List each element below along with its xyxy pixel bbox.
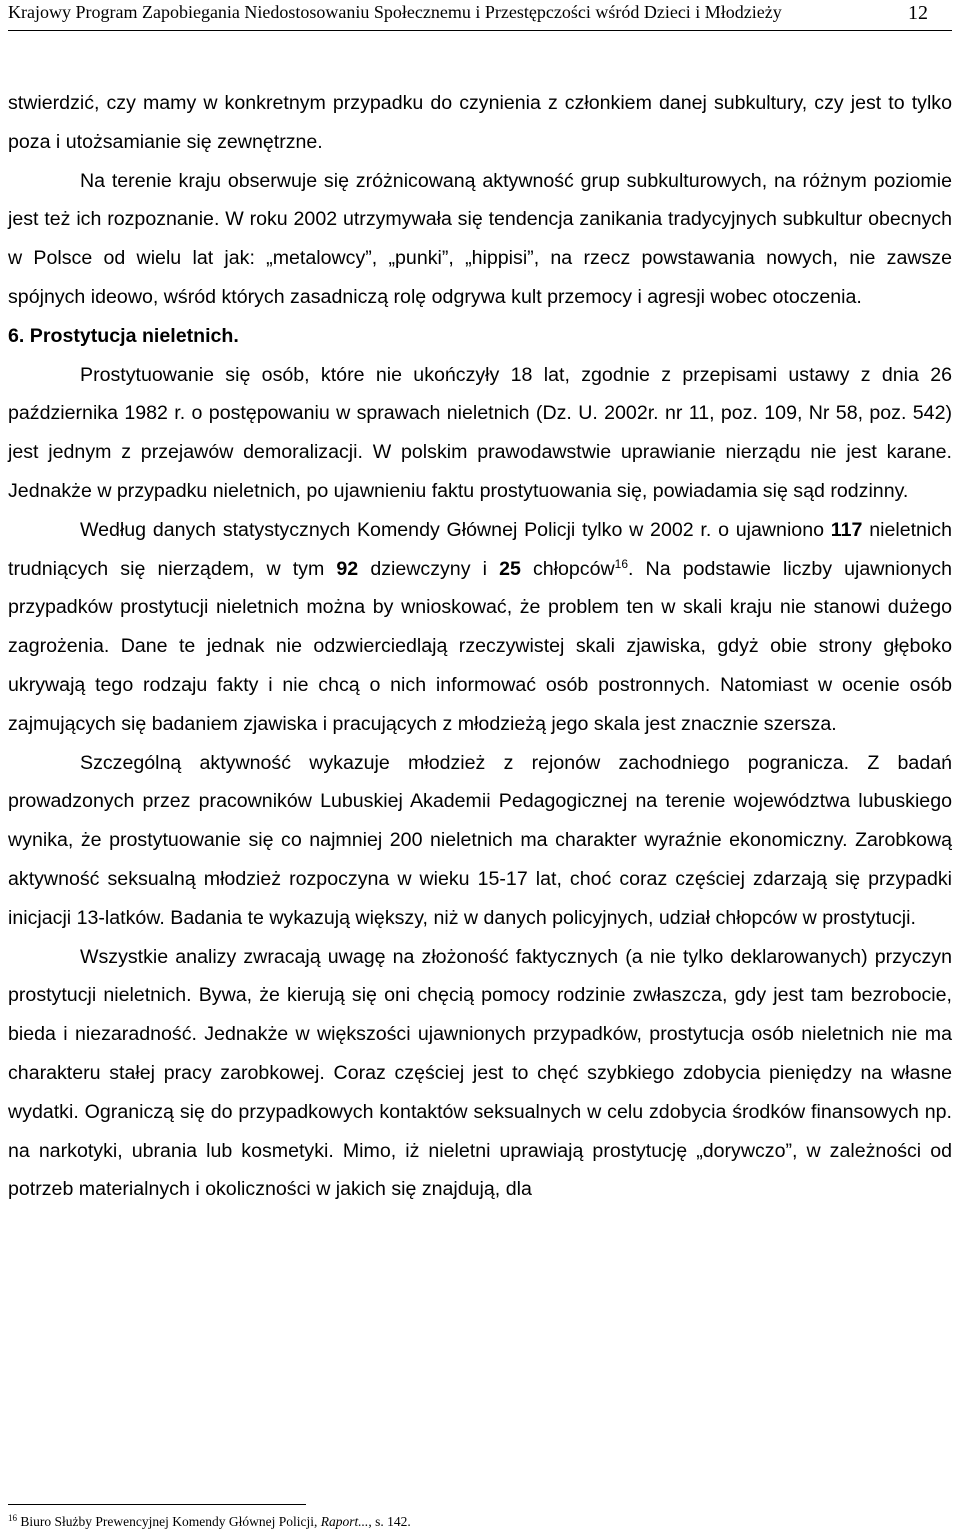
footnote-reference[interactable]: 16 — [614, 556, 629, 571]
statistics-text-c: dziewczyny i — [370, 557, 487, 580]
statistics-text-e: . Na podstawie liczby ujawnionych przypadków prostytucji nieletnich można by wnioskować, że problem ten w skali kraju nie stanowi dużego zagrożenia. Dane te jednak nie odzwierciedlają rzeczywistej skali zjawiska, gdyż obie strony głęboko ukrywają tego rodzaju fakty i nie chcą o nich informować osób postronnych. Natomiast w ocenie osób zajmujących się badaniem zjawiska i pracujących z młodzieżą jego skala jest znacznie szersza. — [8, 557, 952, 735]
document-body — [8, 84, 952, 1209]
footnote-number: 16 — [8, 1513, 17, 1523]
paragraph-subcultures: Na terenie kraju obserwuje się zróżnicowaną aktywność grup subkulturowych, na różnym poziomie jest też ich rozpoznanie. W roku 2002 utrzymywała się tendencja zanikania tradycyjnych subkultur obecnych w Polsce od wielu lat jak: „metalowcy”, „punki”, „hippisi”, na rzecz powstawania nowych, nie zawsze spójnych ideowo, wśród których zasadniczą rolę odgrywa kult przemocy i agresji wobec otoczenia. — [8, 169, 952, 308]
statistics-text-d: chłopców — [532, 557, 615, 580]
header-title: Krajowy Program Zapobiegania Niedostosowaniu Społecznemu i Przestępczości wśród Dzieci i Młodzieży — [8, 2, 782, 22]
statistic-total: 117 — [830, 518, 863, 541]
footnote-text-a: Biuro Służby Prewencyjnej Komendy Głównej Policji, — [17, 1514, 321, 1529]
statistic-girls: 92 — [336, 557, 359, 580]
page-number: 12 — [908, 2, 928, 24]
footnote-text-italic: Raport... — [320, 1514, 369, 1529]
section-heading: 6. Prostytucja nieletnich. — [8, 324, 239, 347]
paragraph-legal-definition: Prostytuowanie się osób, które nie ukończyły 18 lat, zgodnie z przepisami ustawy z dnia 26 października 1982 r. o postępowaniu w sprawach nieletnich (Dz. U. 2002r. nr 11, poz. 109, Nr 58, poz. 542) jest jednym z przejawów demoralizacji. W polskim prawodawstwie uprawianie nierządu nie jest karane. Jednakże w przypadku nieletnich, po ujawnieniu faktu prostytuowania się, powiadamia się sąd rodzinny. — [8, 363, 952, 502]
footnote-separator — [8, 1504, 306, 1505]
paragraph-western-border: Szczególną aktywność wykazuje młodzież z rejonów zachodniego pogranicza. Z badań prowadzonych przez pracowników Lubuskiej Akademii Pedagogicznej na terenie województwa lubuskiego wynika, że prostytuowanie się co najmniej 200 nieletnich ma charakter wyraźnie ekonomiczny. Zarobkową aktywność seksualną młodzież rozpoczyna w wieku 15-17 lat, choć coraz częściej zdarzają się przypadki inicjacji 13-latków. Badania te wykazują większy, niż w danych policyjnych, udział chłopców w prostytucji. — [8, 751, 952, 929]
statistics-text-a: Według danych statystycznych Komendy Głównej Policji tylko w 2002 r. o ujawniono — [80, 518, 824, 541]
footnote — [8, 1514, 948, 1530]
paragraph-police-statistics — [8, 511, 952, 744]
statistic-boys: 25 — [499, 557, 521, 580]
footnote-text-b: , s. 142. — [368, 1514, 411, 1529]
statistics-text-b: nieletnich trudniących się nierządem, w tym — [8, 518, 952, 580]
paragraph-analyses: Wszystkie analizy zwracają uwagę na złożoność faktycznych (a nie tylko deklarowanych) przyczyn prostytucji nieletnich. Bywa, że kierują się oni chęcią pomocy rodzinie zwłaszcza, gdy jest tam bezrobocie, bieda i niezaradność. Jednakże w większości ujawnionych przypadków, prostytucja osób nieletnich nie ma charakteru stałej pracy zarobkowej. Coraz częściej jest to chęć szybkiego zdobycia pieniędzy na własne wydatki. Ograniczą się do przypadkowych kontaktów seksualnych w celu zdobycia środków finansowych np. na narkotyki, ubrania lub kosmetyki. Mimo, iż nieletni uprawiają prostytucję „dorywczo”, w zależności od potrzeb materialnych i okoliczności w jakich się znajdują, dla — [8, 945, 952, 1201]
running-header — [8, 0, 952, 31]
paragraph-continuation: stwierdzić, czy mamy w konkretnym przypadku do czynienia z członkiem danej subkultury, czy jest to tylko poza i utożsamianie się zewnętrzne. — [8, 92, 952, 153]
